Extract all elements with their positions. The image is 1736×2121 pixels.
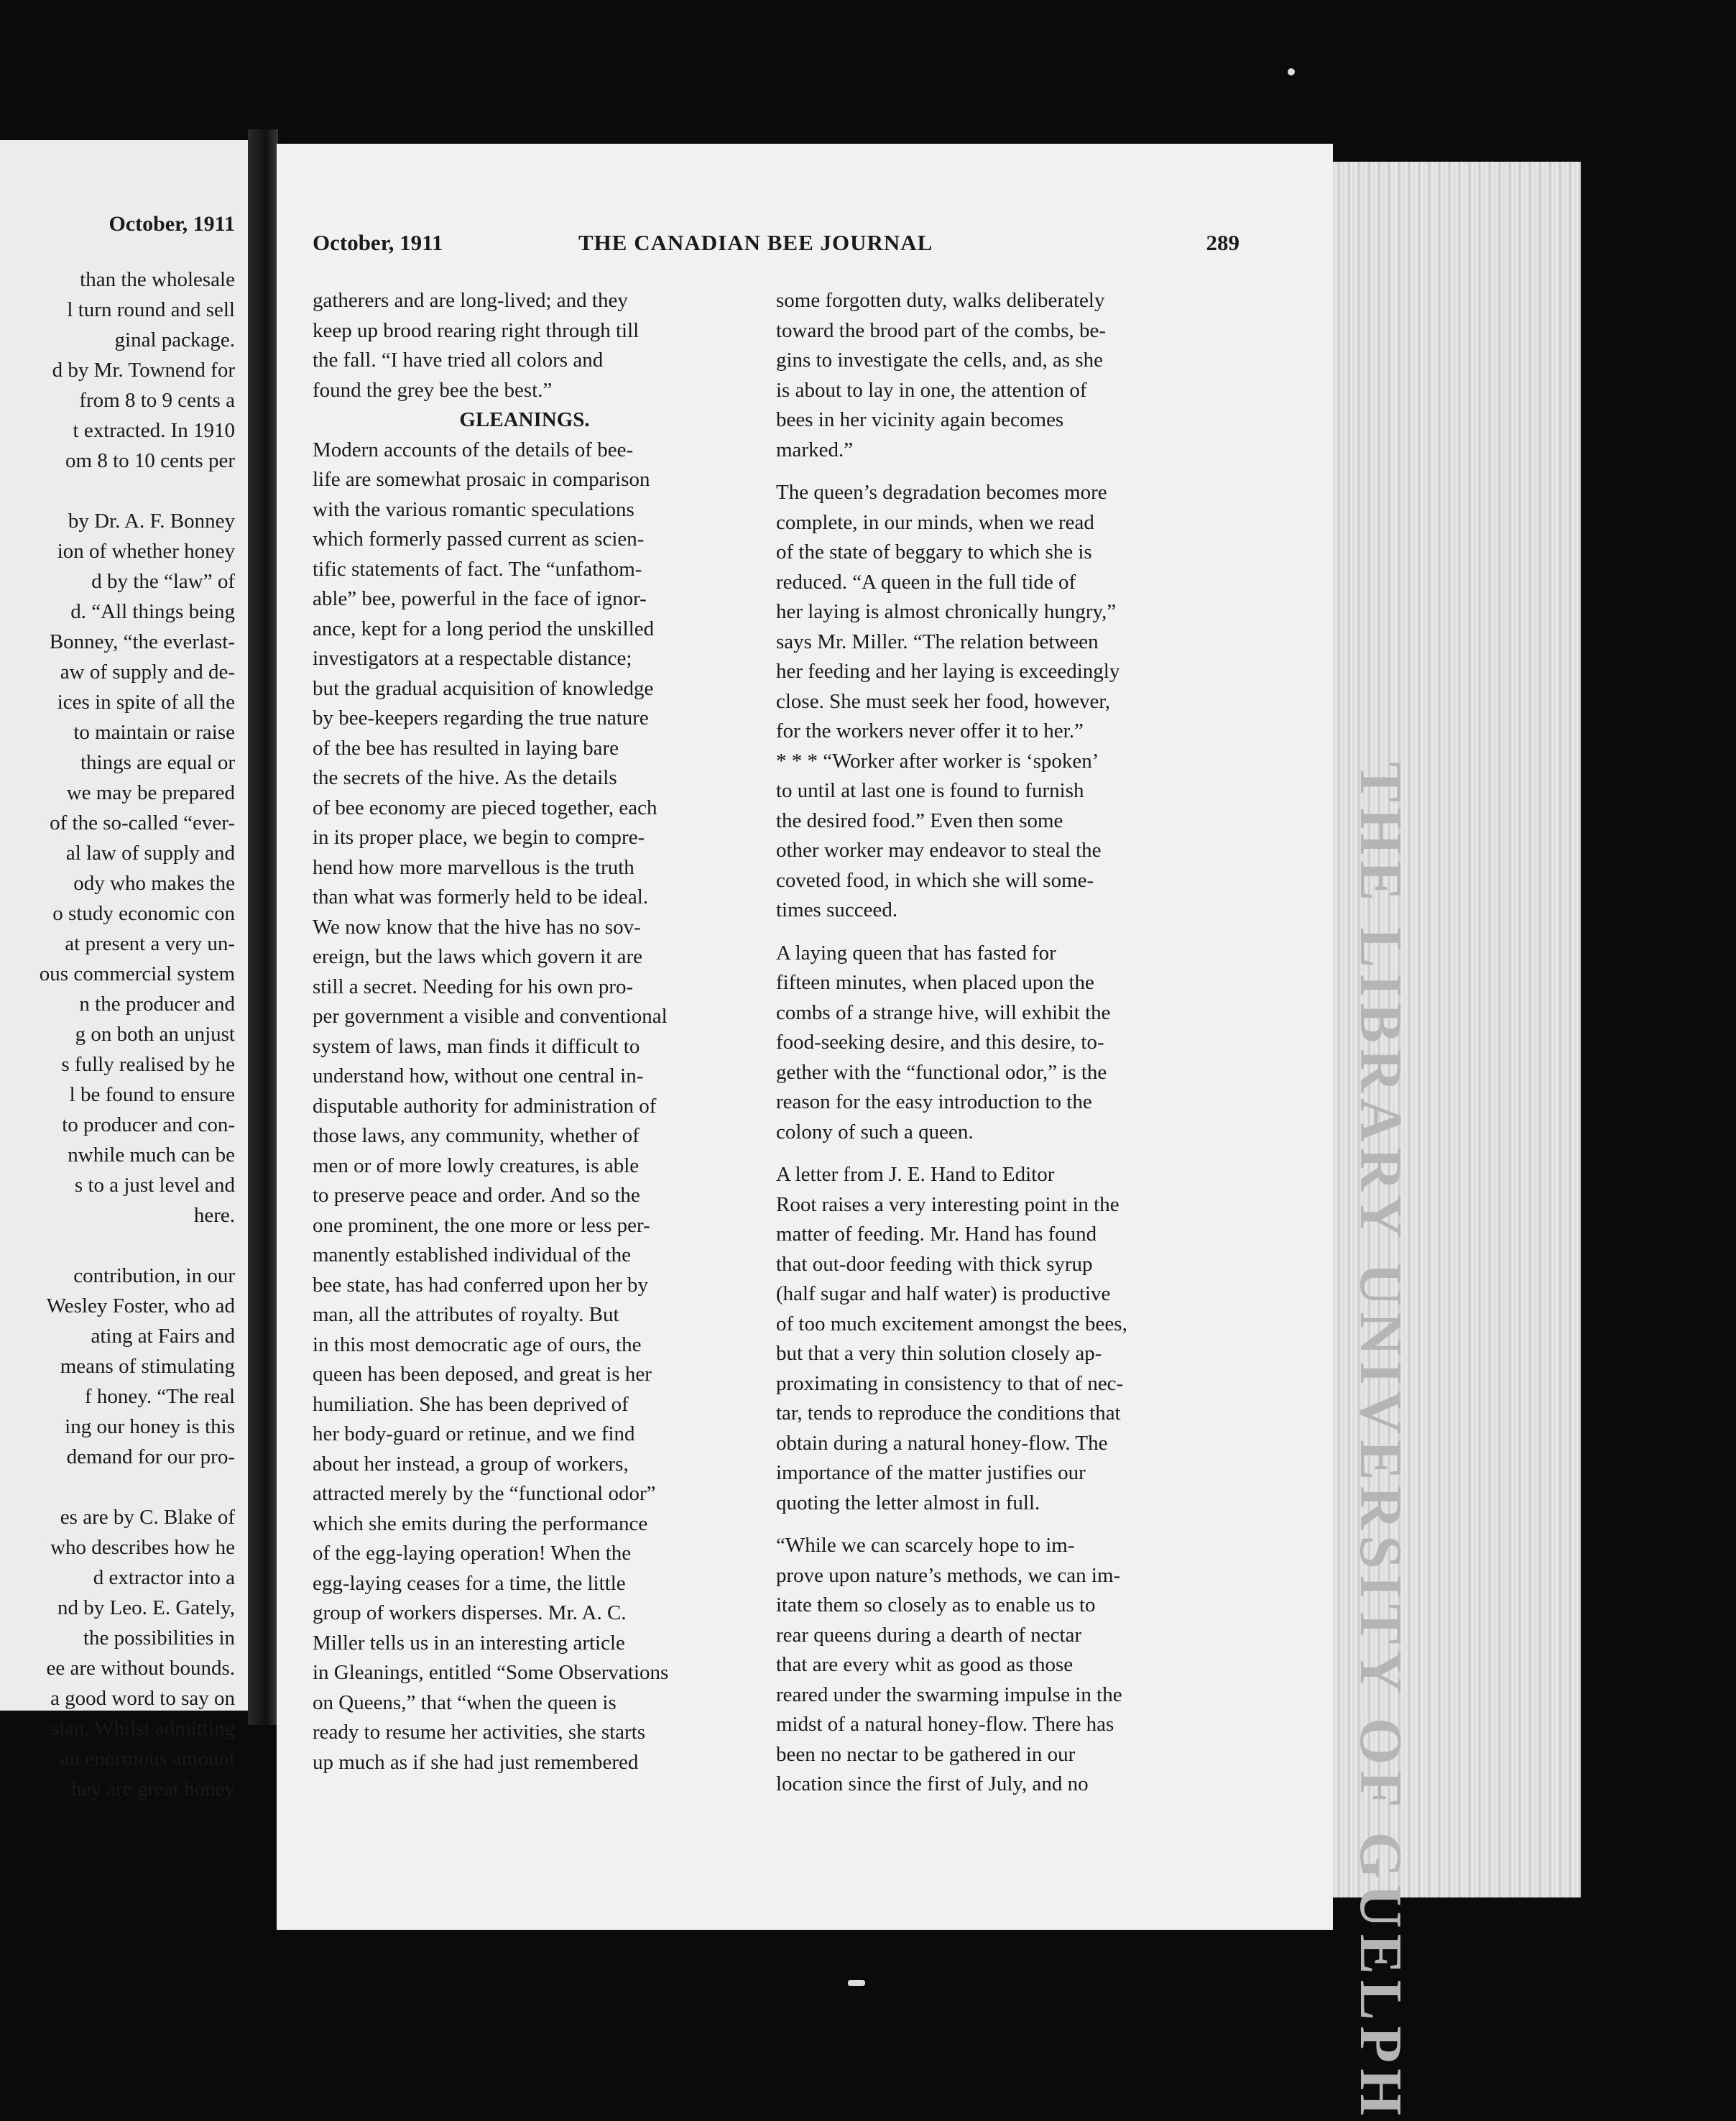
text-line: ion of whether honey: [57, 540, 235, 563]
text-line: (half sugar and half water) is productive: [776, 1282, 1111, 1305]
text-line: by bee-keepers regarding the true nature: [313, 707, 649, 730]
left-page-text: [0, 268, 235, 1808]
text-line: still a secret. Needing for his own pro-: [313, 975, 634, 998]
text-line: quoting the letter almost in full.: [776, 1491, 1040, 1514]
text-line: colony of such a queen.: [776, 1120, 974, 1144]
text-line: about her instead, a group of workers,: [313, 1452, 629, 1476]
text-line: bees in her vicinity again becomes: [776, 408, 1064, 431]
text-line: humiliation. She has been deprived of: [313, 1392, 629, 1416]
text-line: her laying is almost chronically hungry,”: [776, 600, 1117, 623]
text-line: ginal package.: [114, 328, 235, 351]
text-line: ous commercial system: [39, 962, 235, 985]
text-line: been no nectar to be gathered in our: [776, 1742, 1076, 1766]
text-line: hey are great honey: [71, 1777, 235, 1800]
text-line: to maintain or raise: [73, 721, 235, 744]
text-line: Bonney, “the everlast-: [49, 630, 235, 653]
text-line: A laying queen that has fasted for: [776, 941, 1056, 965]
dust-speck: [848, 1980, 865, 1986]
text-line: but that a very thin solution closely ap-: [776, 1342, 1102, 1365]
text-line: able” bee, powerful in the face of ignor-: [313, 587, 647, 610]
text-line: on Queens,” that “when the queen is: [313, 1690, 617, 1714]
text-line: reduced. “A queen in the full tide of: [776, 570, 1076, 594]
text-line: prove upon nature’s methods, we can im-: [776, 1563, 1121, 1587]
text-line: to producer and con-: [62, 1113, 235, 1136]
text-line: with the various romantic speculations: [313, 497, 634, 521]
text-line: aw of supply and de-: [60, 661, 235, 684]
text-line: d by the “law” of: [91, 570, 235, 593]
text-line: marked.”: [776, 438, 854, 461]
text-line: om 8 to 10 cents per: [65, 449, 235, 472]
text-line: investigators at a respectable distance;: [313, 647, 632, 670]
text-line: fifteen minutes, when placed upon the: [776, 971, 1094, 994]
text-line: combs of a strange hive, will exhibit the: [776, 1000, 1111, 1024]
section-heading: GLEANINGS.: [459, 408, 590, 431]
text-line: coveted food, in which she will some-: [776, 868, 1094, 892]
text-line: system of laws, man finds it difficult to: [313, 1034, 640, 1058]
text-line: for the workers never offer it to her.”: [776, 719, 1084, 742]
text-line: group of workers disperses. Mr. A. C.: [313, 1601, 627, 1624]
text-line: her body-guard or retinue, and we find: [313, 1422, 635, 1445]
text-line: tific statements of fact. The “unfathom-: [313, 557, 642, 581]
text-line: than what was formerly held to be ideal.: [313, 885, 649, 908]
text-line: Miller tells us in an interesting article: [313, 1631, 625, 1655]
text-line: disputable authority for administration of: [313, 1094, 657, 1118]
text-line: the fall. “I have tried all colors and: [313, 349, 604, 372]
text-line: that are every whit as good as those: [776, 1653, 1074, 1676]
text-line: a good word to say on: [50, 1687, 235, 1710]
text-line: o study economic con: [52, 902, 235, 925]
text-line: es are by C. Blake of: [60, 1506, 235, 1529]
text-line: ance, kept for a long period the unskilled: [313, 617, 655, 640]
left-page: [0, 140, 248, 1800]
text-line: location since the first of July, and no: [776, 1772, 1089, 1795]
text-line: that out-door feeding with thick syrup: [776, 1252, 1093, 1276]
text-line: reason for the easy introduction to the: [776, 1090, 1092, 1113]
text-line: an enormous amount: [60, 1747, 235, 1770]
text-line: ices in spite of all the: [57, 691, 235, 714]
text-line: f honey. “The real: [84, 1385, 235, 1408]
text-line: which she emits during the performance: [313, 1512, 648, 1535]
text-line: importance of the matter justifies our: [776, 1461, 1086, 1484]
text-line: ody who makes the: [73, 872, 235, 895]
text-line: egg-laying ceases for a time, the little: [313, 1571, 626, 1595]
text-line: life are somewhat prosaic in comparison: [313, 468, 650, 491]
page-number: 289: [1206, 230, 1239, 255]
text-line: in its proper place, we begin to compre-: [313, 826, 645, 849]
text-line: close. She must seek her food, however,: [776, 689, 1111, 713]
text-line: matter of feeding. Mr. Hand has found: [776, 1223, 1097, 1246]
text-line: per government a visible and conventional: [313, 1005, 668, 1028]
text-line: to until at last one is found to furnish: [776, 779, 1084, 802]
left-page-header: October, 1911: [108, 212, 235, 236]
text-line: who describes how he: [50, 1536, 235, 1559]
text-line: gether with the “functional odor,” is the: [776, 1060, 1107, 1084]
text-line: keep up brood rearing right through till: [313, 318, 640, 342]
text-line: men or of more lowly creatures, is able: [313, 1154, 640, 1177]
text-line: is about to lay in one, the attention of: [776, 378, 1087, 402]
text-line: obtain during a natural honey-flow. The: [776, 1431, 1108, 1455]
paragraph-gap: [776, 1147, 1236, 1160]
text-line: d extractor into a: [93, 1566, 235, 1589]
text-line: says Mr. Miller. “The relation between: [776, 630, 1099, 653]
running-head: [313, 230, 1239, 266]
text-line: A letter from J. E. Hand to Editor: [776, 1163, 1055, 1186]
text-line: those laws, any community, whether of: [313, 1124, 640, 1147]
text-line: to preserve peace and order. And so the: [313, 1184, 640, 1207]
text-line: up much as if she had just remembered: [313, 1750, 639, 1774]
text-line: other worker may endeavor to steal the: [776, 839, 1102, 862]
text-line: Root raises a very interesting point in the: [776, 1192, 1119, 1216]
paragraph-gap: [776, 465, 1236, 478]
text-line: g on both an unjust: [75, 1023, 235, 1046]
text-line: complete, in our minds, when we read: [776, 510, 1094, 534]
text-line: understand how, without one central in-: [313, 1064, 644, 1087]
text-line: manently established individual of the: [313, 1243, 631, 1266]
text-line: in Gleanings, entitled “Some Observations: [313, 1661, 669, 1684]
paragraph-gap: [776, 926, 1236, 939]
text-line: We now know that the hive has no sov-: [313, 915, 641, 939]
text-line: the secrets of the hive. As the details: [313, 766, 617, 789]
text-line: things are equal or: [80, 751, 235, 774]
text-line: n the producer and: [79, 993, 235, 1016]
text-line: The queen’s degradation becomes more: [776, 481, 1107, 504]
text-line: ing our honey is this: [65, 1415, 235, 1438]
paragraph-gap: [0, 479, 235, 510]
text-line: one prominent, the one more or less per-: [313, 1213, 650, 1237]
text-line: which formerly passed current as scien-: [313, 528, 645, 551]
text-line: tar, tends to reproduce the conditions that: [776, 1402, 1121, 1425]
text-line: hend how more marvellous is the truth: [313, 855, 634, 879]
text-line: bee state, has had conferred upon her by: [313, 1273, 649, 1297]
text-line: t extracted. In 1910: [73, 419, 235, 442]
text-line: here.: [193, 1204, 235, 1227]
text-line: of the so-called “ever-: [50, 811, 235, 834]
text-line: l turn round and sell: [67, 298, 235, 321]
text-line: proximating in consistency to that of nec-: [776, 1371, 1124, 1395]
text-line: nd by Leo. E. Gately,: [57, 1596, 235, 1619]
journal-title: THE CANADIAN BEE JOURNAL: [578, 230, 933, 255]
text-line: midst of a natural honey-flow. There has: [776, 1713, 1114, 1736]
text-line: reared under the swarming impulse in the: [776, 1683, 1122, 1706]
text-line: means of stimulating: [60, 1355, 235, 1378]
text-column-left: [313, 286, 737, 1777]
text-line: Modern accounts of the details of bee-: [313, 438, 634, 461]
text-line: found the grey bee the best.”: [313, 378, 553, 402]
text-line: from 8 to 9 cents a: [79, 389, 235, 412]
text-line: “While we can scarcely hope to im-: [776, 1534, 1075, 1557]
text-line: ating at Fairs and: [91, 1325, 235, 1348]
text-line: demand for our pro-: [66, 1445, 235, 1468]
text-line: ready to resume her activities, she starts: [313, 1721, 646, 1744]
text-line: itate them so closely as to enable us to: [776, 1593, 1096, 1616]
text-line: d by Mr. Townend for: [52, 359, 235, 382]
paragraph-gap: [0, 1476, 235, 1506]
text-line: man, all the attributes of royalty. But: [313, 1303, 619, 1326]
text-line: by Dr. A. F. Bonney: [68, 510, 235, 533]
text-line: attracted merely by the “functional odor”: [313, 1482, 656, 1505]
text-line: rear queens during a dearth of nectar: [776, 1623, 1082, 1647]
text-line: d. “All things being: [70, 600, 235, 623]
text-line: gins to investigate the cells, and, as she: [776, 349, 1104, 372]
text-line: ee are without bounds.: [46, 1657, 235, 1680]
text-line: sian. Whilst admitting: [50, 1717, 235, 1740]
paragraph-gap: [776, 1518, 1236, 1531]
text-line: al law of supply and: [65, 842, 235, 865]
text-line: the desired food.” Even then some: [776, 809, 1063, 832]
text-line: nwhile much can be: [68, 1144, 235, 1167]
text-line: but the gradual acquisition of knowledge: [313, 676, 654, 700]
text-line: l be found to ensure: [69, 1083, 235, 1106]
text-line: her feeding and her laying is exceedingly: [776, 660, 1120, 683]
text-line: at present a very un-: [65, 932, 235, 955]
paragraph-gap: [0, 1234, 235, 1264]
text-line: contribution, in our: [73, 1264, 235, 1287]
text-line: than the wholesale: [80, 268, 235, 291]
text-line: food-seeking desire, and this desire, to-: [776, 1031, 1104, 1054]
text-line: toward the brood part of the combs, be-: [776, 318, 1107, 342]
text-line: of too much excitement amongst the bees,: [776, 1312, 1127, 1335]
text-line: s to a just level and: [74, 1174, 235, 1197]
dust-speck: [1288, 68, 1295, 75]
text-line: times succeed.: [776, 898, 898, 921]
text-line: queen has been deposed, and great is her: [313, 1363, 652, 1386]
text-line: * * * “Worker after worker is ‘spoken’: [776, 749, 1099, 773]
running-head-date: October, 1911: [313, 230, 443, 255]
library-stamp: THE LIBRARY UNIVERSITY OF GUELPH: [1347, 762, 1414, 2121]
text-line: of the state of beggary to which she is: [776, 540, 1092, 563]
text-line: s fully realised by he: [61, 1053, 235, 1076]
text-line: we may be prepared: [66, 781, 235, 804]
text-line: Wesley Foster, who ad: [46, 1294, 235, 1317]
text-line: ereign, but the laws which govern it are: [313, 945, 643, 968]
text-line: in this most democratic age of ours, the: [313, 1333, 642, 1356]
book-gutter: [248, 129, 278, 1725]
text-line: of bee economy are pieced together, each: [313, 796, 657, 819]
text-column-right: [776, 286, 1236, 1800]
text-line: of the bee has resulted in laying bare: [313, 736, 619, 760]
text-line: some forgotten duty, walks deliberately: [776, 289, 1105, 312]
text-line: of the egg-laying operation! When the: [313, 1542, 632, 1565]
text-line: the possibilities in: [83, 1627, 235, 1650]
text-line: gatherers and are long-lived; and they: [313, 289, 628, 312]
